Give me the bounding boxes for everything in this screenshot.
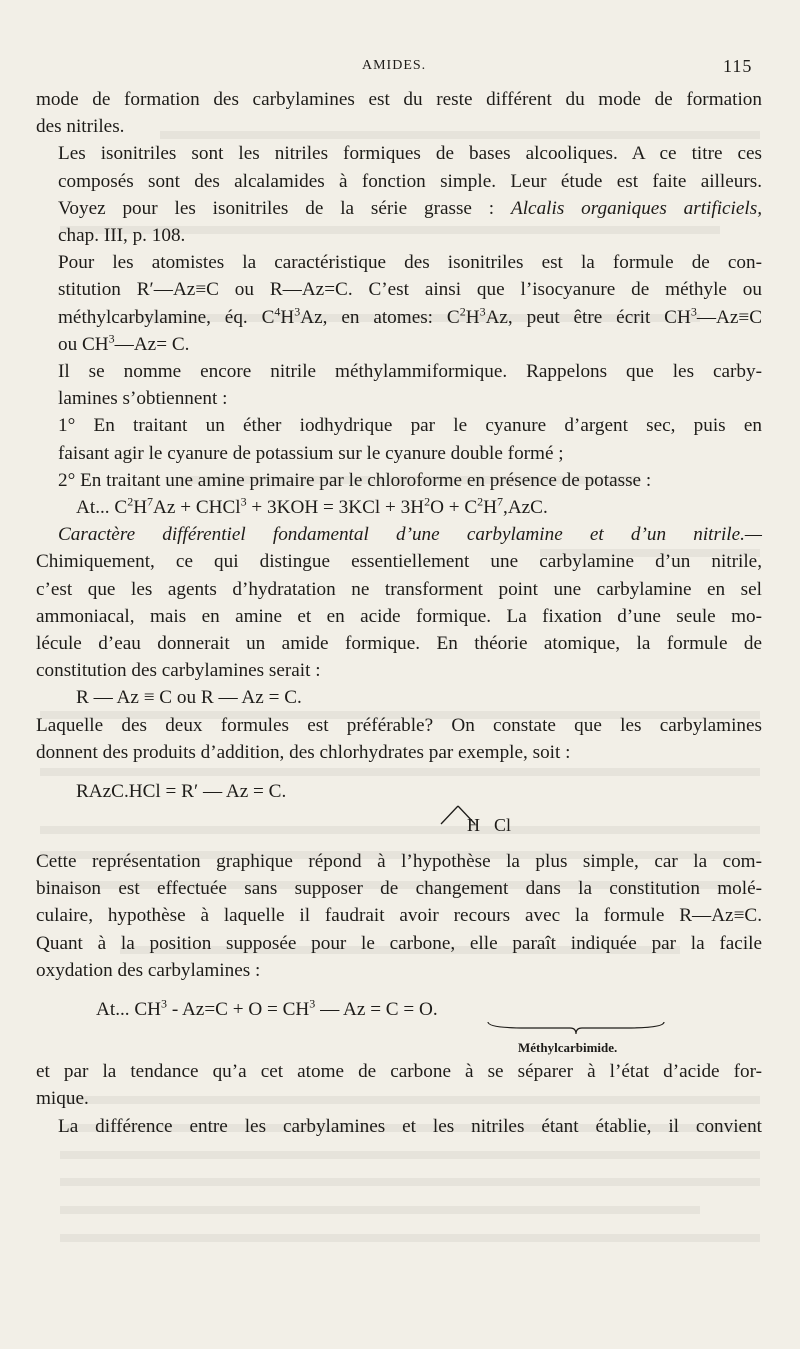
branch-atom-cl: Cl <box>494 815 512 836</box>
equation-chloroform-reaction <box>36 494 762 521</box>
paragraph-9 <box>36 848 762 984</box>
page-number: 115 <box>723 56 753 76</box>
text-span: Az, en atomes: C <box>300 306 460 328</box>
body-text <box>36 86 762 1140</box>
text-line: Cette représentation graphique répond à l’hypothèse la plus simple, car la com- <box>36 851 762 873</box>
eq-text: At... C <box>76 497 128 519</box>
text-span: Az, peut être écrit CH <box>485 306 691 328</box>
text-line <box>36 195 762 222</box>
eq-text: ,AzC. <box>503 497 548 519</box>
text-span: —Az= C. <box>114 333 190 355</box>
text-line: donnent des produits d’addition, des chlorhydrates par exemple, soit : <box>36 741 571 763</box>
text-line: chap. III, p. 108. <box>58 225 186 247</box>
text-line <box>36 331 762 358</box>
text-line: Les isonitriles sont les nitriles formiques de bases alcooliques. A ce titre ces <box>58 143 762 165</box>
text-span: Voyez pour les isonitriles de la série grasse : <box>58 197 511 219</box>
paragraph-10 <box>36 1058 762 1112</box>
text-line: constitution des carbylamines serait : <box>36 660 321 682</box>
text-span: —Az≡C <box>696 306 763 328</box>
text-span: H <box>280 306 295 328</box>
text-line: lécule d’eau donnerait un amide formique. En théorie atomique, la formule de <box>36 633 762 655</box>
superscript: 2 <box>424 494 431 509</box>
paragraph-5 <box>36 412 762 466</box>
book-reference: Alcalis organiques artificiels, <box>511 197 762 219</box>
text-line: Laquelle des deux formules est préférable? On constate que les carbylamines <box>36 714 762 736</box>
text-line: stitution R′—Az≡C ou R—Az=C. C’est ainsi que l’isocyanure de méthyle ou <box>58 279 762 301</box>
text-span: méthylcarbylamine, éq. C <box>58 306 275 328</box>
superscript: 2 <box>459 304 466 319</box>
text-line: Chimiquement, ce qui distingue essentiellement une carbylamine d’un nitrile, <box>36 551 762 573</box>
eq-text: At... CH <box>96 999 162 1021</box>
superscript: 3 <box>294 304 301 319</box>
paragraph-8 <box>36 712 762 766</box>
text-line: mode de formation des carbylamines est du reste différent du mode de formation <box>36 89 762 110</box>
branch-atom-h: H <box>467 815 480 836</box>
running-title: AMIDES. <box>362 58 427 73</box>
text-line: oxydation des carbylamines : <box>36 959 261 981</box>
text-line <box>36 304 762 331</box>
text-line: composés sont des alcalamides à fonction simple. Leur étude est faite ailleurs. <box>58 170 762 192</box>
paragraph-11 <box>36 1113 762 1140</box>
page-header <box>0 56 800 80</box>
eq-text: + 3KOH = 3KCl + 3H <box>246 497 425 519</box>
superscript: 3 <box>309 996 316 1011</box>
eq-text: H <box>483 497 498 519</box>
paragraph-2 <box>36 140 762 249</box>
text-line: des nitriles. <box>36 116 125 138</box>
paragraph-7 <box>36 521 762 684</box>
paragraph-6 <box>36 467 762 494</box>
text-line: mique. <box>36 1088 89 1110</box>
superscript: 3 <box>690 304 697 319</box>
eq-text: RAzC.HCl = R′ — Az = C. <box>76 781 287 803</box>
superscript: 3 <box>161 996 168 1011</box>
paragraph-1 <box>36 86 762 140</box>
text-span: ou CH <box>58 333 109 355</box>
text-line: culaire, hypothèse à laquelle il faudrait avoir recours avec la formule R—Az≡C. <box>36 905 762 927</box>
text-line: ammoniacal, mais en amine et en acide formique. La fixation d’une seule mo- <box>36 605 762 627</box>
paragraph-3 <box>36 249 762 358</box>
text-line: binaison est effectuée sans supposer de changement dans la constitution molé- <box>36 878 762 900</box>
superscript: 7 <box>497 494 504 509</box>
superscript: 4 <box>274 304 281 319</box>
text-span: H <box>465 306 480 328</box>
text-line: faisant agir le cyanure de potassium sur le cyanure double formé ; <box>58 442 564 464</box>
equation-chlorhydrate <box>36 778 762 842</box>
superscript: 3 <box>479 304 486 319</box>
equation-oxidation <box>36 996 762 1056</box>
text-line: Pour les atomistes la caractéristique des isonitriles est la formule de con- <box>58 252 762 274</box>
text-line: 1° En traitant un éther iodhydrique par le cyanure d’argent sec, puis en <box>58 415 762 437</box>
text-line: Quant à la position supposée pour le carbone, elle paraît indiquée par la facile <box>36 932 762 954</box>
eq-text: - Az=C + O = CH <box>167 999 310 1021</box>
eq-text: — Az = C = O. <box>315 999 438 1021</box>
text-line <box>36 521 762 548</box>
equation-constitution-formulas: R — Az ≡ C ou R — Az = C. <box>76 687 302 709</box>
text-line: lamines s’obtiennent : <box>58 388 228 410</box>
superscript: 2 <box>477 494 484 509</box>
superscript: 7 <box>147 494 154 509</box>
section-title: Caractère différentiel fondamental d’une carbylamine et d’un nitrile.— <box>58 524 762 546</box>
text-line: et par la tendance qu’a cet atome de carbone à se séparer à l’état d’acide for- <box>36 1061 762 1083</box>
paragraph-4 <box>36 358 762 412</box>
text-line: La différence entre les carbylamines et les nitriles étant établie, il convient <box>58 1115 762 1137</box>
eq-text: O + C <box>430 497 478 519</box>
product-label: Méthylcarbimide. <box>518 1040 618 1056</box>
text-line: Il se nomme encore nitrile méthylammiformique. Rappelons que les carby- <box>58 361 762 383</box>
superscript: 2 <box>127 494 134 509</box>
eq-text: H <box>133 497 148 519</box>
superscript: 3 <box>240 494 247 509</box>
eq-text: Az + CHCl <box>153 497 241 519</box>
text-line: 2° En traitant une amine primaire par le chloroforme en présence de potasse : <box>58 469 652 491</box>
superscript: 3 <box>108 331 115 346</box>
text-line: c’est que les agents d’hydratation ne transforment point une carbylamine en sel <box>36 578 762 600</box>
